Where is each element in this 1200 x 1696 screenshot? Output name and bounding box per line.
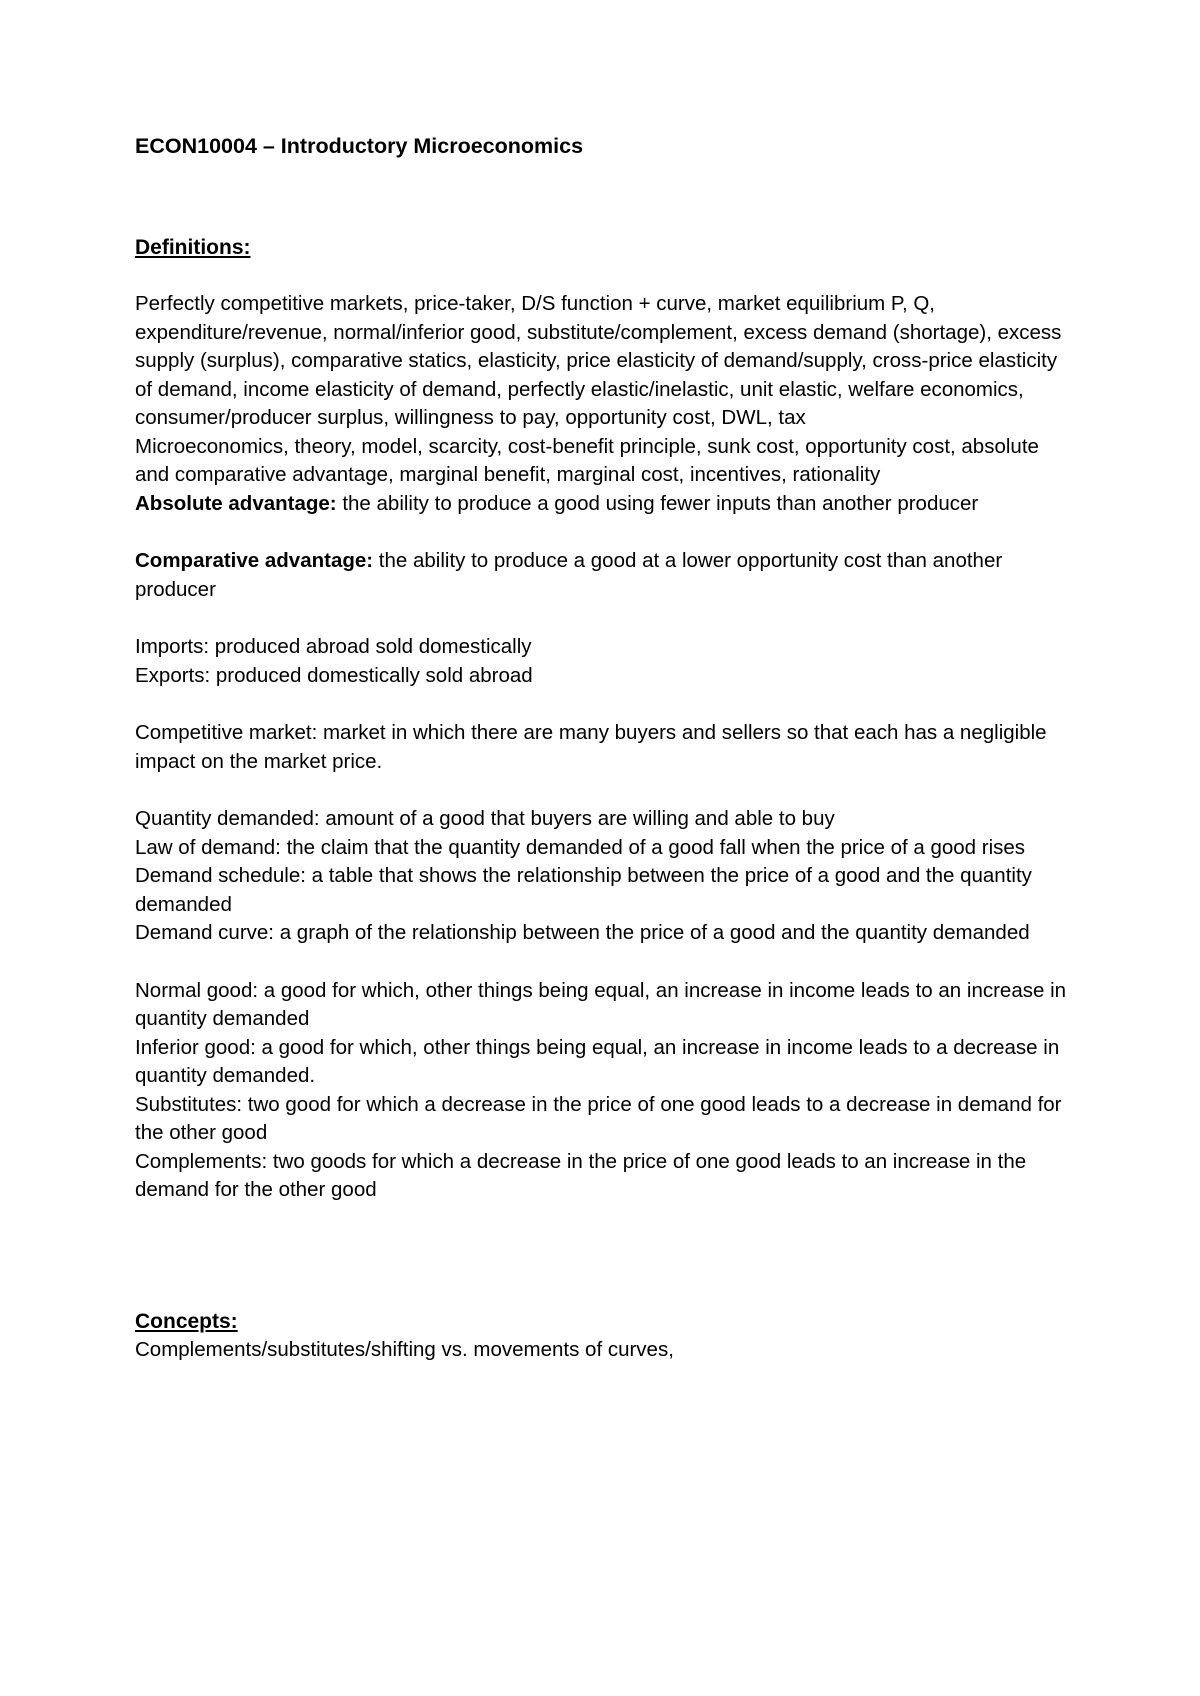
- keyword-list-paragraph-1: Perfectly competitive markets, price-taker, D/S function + curve, market equilibrium P, Q, expenditure/revenue, normal/inferior good, substitute/complement, excess demand (shortage), excess supply (surplus), comparative statics, elasticity, price elasticity of demand/supply, cross-price elasticity of demand, income elasticity of demand, perfectly elastic/inelastic, unit elastic, welfare economics, consumer/producer surplus, willingness to pay, opportunity cost, DWL, tax: [135, 292, 1062, 429]
- demand-curve-definition: Demand curve: a graph of the relationship between the price of a good and the quantity demanded: [135, 921, 1030, 944]
- document-title: ECON10004 – Introductory Microeconomics: [135, 134, 584, 158]
- complements-definition: Complements: two goods for which a decrease in the price of one good leads to an increase in the demand for the other good: [135, 1149, 1027, 1201]
- comparative-advantage-term: Comparative advantage:: [135, 549, 374, 572]
- keyword-list-paragraph-2: Microeconomics, theory, model, scarcity, cost-benefit principle, sunk cost, opportunity cost, absolute and comparative advantage, marginal benefit, marginal cost, incentives, rationality: [135, 434, 1039, 486]
- concepts-line: Complements/substitutes/shifting vs. movements of curves,: [135, 1337, 674, 1361]
- substitutes-definition: Substitutes: two good for which a decrease in the price of one good leads to a decrease in demand for the other good: [135, 1092, 1062, 1144]
- exports-definition: Exports: produced domestically sold abroad: [135, 663, 533, 687]
- definitions-heading: Definitions:: [135, 236, 251, 259]
- demand-schedule-definition: Demand schedule: a table that shows the relationship between the price of a good and the quantity demanded: [135, 864, 1032, 916]
- normal-good-definition: Normal good: a good for which, other things being equal, an increase in income leads to an increase in quantity demanded: [135, 978, 1067, 1030]
- inferior-good-definition: Inferior good: a good for which, other things being equal, an increase in income leads to a decrease in quantity demanded.: [135, 1035, 1060, 1087]
- law-of-demand-definition: Law of demand: the claim that the quantity demanded of a good fall when the price of a good rises: [135, 835, 1026, 859]
- concepts-heading: Concepts:: [135, 1309, 238, 1333]
- quantity-demanded-definition: Quantity demanded: amount of a good that buyers are willing and able to buy: [135, 807, 835, 830]
- imports-definition: Imports: produced abroad sold domestically: [135, 635, 532, 658]
- absolute-advantage-definition: [135, 490, 1067, 519]
- absolute-advantage-term: Absolute advantage:: [135, 491, 337, 515]
- comparative-advantage-text: the ability to produce a good at a lower opportunity cost than another producer: [135, 549, 1003, 601]
- absolute-advantage-text: the ability to produce a good using fewer inputs than another producer: [336, 491, 979, 515]
- competitive-market-definition: Competitive market: market in which there are many buyers and sellers so that each has a negligible impact on the market price.: [135, 721, 1047, 773]
- comparative-advantage-definition: [135, 547, 1067, 604]
